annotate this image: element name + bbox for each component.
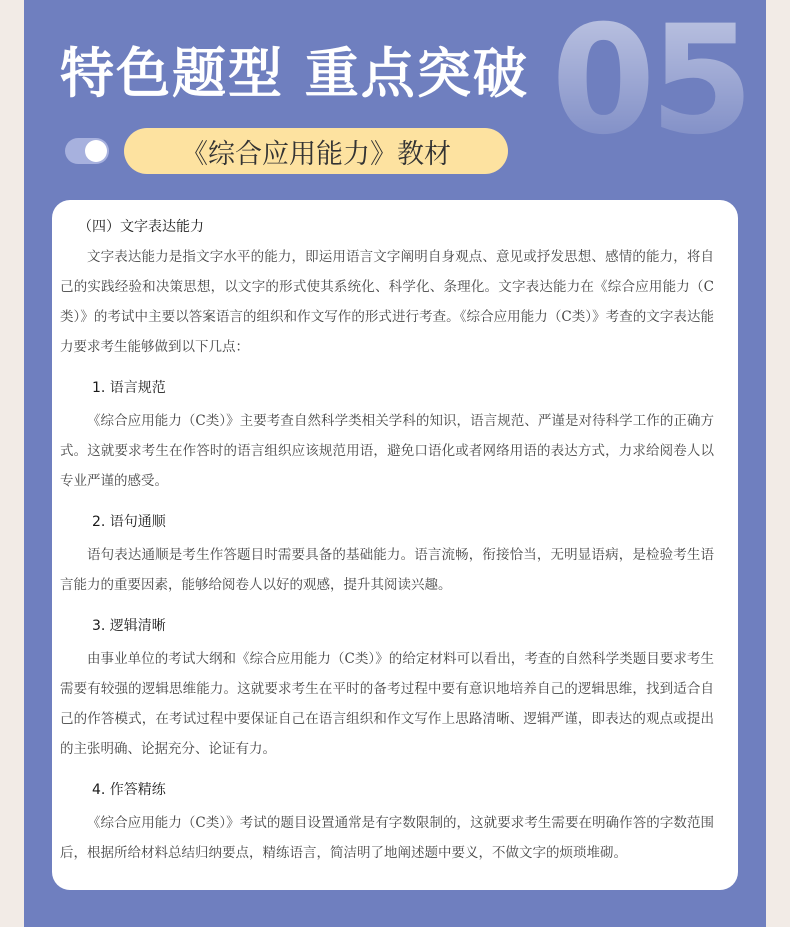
- toggle-knob: [85, 140, 107, 162]
- intro-paragraph: 文字表达能力是指文字水平的能力，即运用语言文字阐明自身观点、意见或抒发思想、感情的能力，将自己的实践经验和决策思想，以文字的形式使其系统化、科学化、条理化。文字表达能力在《综合应用能力（C类）》的考试中主要以答案语言的组织和作文写作的形式进行考查。《综合应用能力（C类）》考查的文字表达能力要求考生能够做到以下几点：: [60, 249, 714, 355]
- content-card: [52, 200, 738, 890]
- page-title: 特色题型 重点突破: [60, 42, 529, 105]
- subsection-text-4: 《综合应用能力（C类）》考试的题目设置通常是有字数限制的，这就要求考生需要在明确作答的字数范围后，根据所给材料总结归纳要点，精练语言，简洁明了地阐述题中要义，不做文字的烦琐堆砌。: [60, 815, 714, 861]
- subsection-text-3: 由事业单位的考试大纲和《综合应用能力（C类）》的给定材料可以看出，考查的自然科学类题目要求考生需要有较强的逻辑思维能力。这就要求考生在平时的备考过程中要有意识地培养自己的逻辑思维，找到适合自己的作答模式，在考试过程中要保证自己在语言组织和作文写作上思路清晰、逻辑严谨，即表达的观点或提出的主张明确、论据充分、论证有力。: [60, 651, 714, 757]
- subsection-title-3: 3. 逻辑清晰: [92, 618, 166, 634]
- subsection-text-1: 《综合应用能力（C类）》主要考查自然科学类相关学科的知识，语言规范、严谨是对待科学工作的正确方式。这就要求考生在作答时的语言组织应该规范用语，避免口语化或者网络用语的表达方式，力求给阅卷人以专业严谨的感受。: [60, 413, 714, 489]
- subsection-title-1: 1. 语言规范: [92, 380, 166, 396]
- subtitle-text: 《综合应用能力》教材: [181, 138, 451, 170]
- toggle-icon: [65, 138, 109, 164]
- subtitle-badge: [124, 128, 508, 174]
- section-heading: （四）文字表达能力: [78, 219, 204, 235]
- subsection-title-2: 2. 语句通顺: [92, 514, 166, 530]
- subsection-title-4: 4. 作答精练: [92, 782, 166, 798]
- section-number: 05: [551, 0, 748, 168]
- header-panel: [24, 0, 766, 927]
- subsection-text-2: 语句表达通顺是考生作答题目时需要具备的基础能力。语言流畅，衔接恰当，无明显语病，是检验考生语言能力的重要因素，能够给阅卷人以好的观感，提升其阅读兴趣。: [60, 547, 714, 593]
